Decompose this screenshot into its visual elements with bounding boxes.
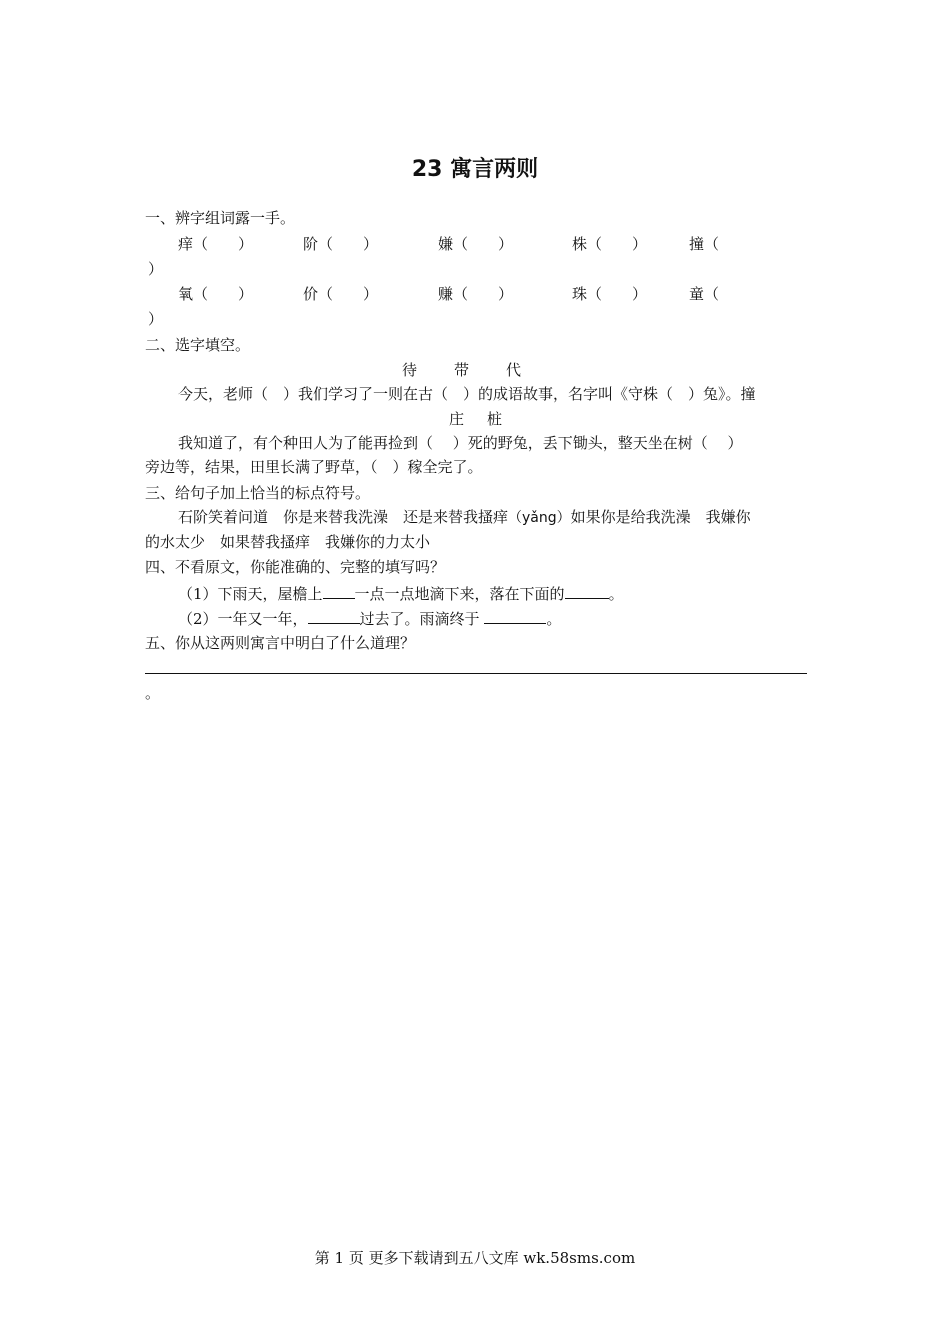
- q1-cell: 赚（ ）: [438, 285, 514, 303]
- q4-text: 一点一点地滴下来，落在下面的: [354, 585, 565, 603]
- q4-text: （1）下雨天，屋檐上: [178, 585, 323, 603]
- page-title: 23 寓言两则: [411, 157, 539, 182]
- pinyin-note: （yǎng）: [508, 510, 571, 526]
- answer-line[interactable]: [145, 673, 807, 674]
- q5-heading: 五、你从这两则寓言中明白了什么道理？: [145, 634, 416, 652]
- q4-item: [178, 607, 561, 629]
- q1-cell: 氧（ ）: [178, 285, 254, 303]
- q1-cell-tail: ）: [148, 260, 164, 278]
- blank[interactable]: [308, 607, 360, 624]
- q5-end: 。: [145, 684, 161, 702]
- q4-text: 。: [546, 610, 562, 628]
- q1-cell: 价（ ）: [303, 285, 379, 303]
- q3-heading: 三、给句子加上恰当的标点符号。: [145, 484, 371, 502]
- q1-cell: 株（ ）: [572, 235, 648, 253]
- q1-heading: 一、辨字组词露一手。: [145, 209, 296, 227]
- q4-heading: 四、不看原文，你能准确的、完整的填写吗？: [145, 558, 446, 576]
- q1-cell-tail: ）: [148, 310, 164, 328]
- q2-choice: 庄: [449, 410, 465, 428]
- q2-sentence: 今天，老师（ ）我们学习了一则在古（ ）的成语故事，名字叫《守株（ ）兔》。撞: [178, 385, 756, 403]
- q2-sentence: 旁边等，结果，田里长满了野草，（ ）稼全完了。: [145, 458, 483, 476]
- q2-choice: 待: [402, 361, 418, 379]
- q4-item: [178, 582, 624, 604]
- q3-line: 的水太少 如果替我搔痒 我嫌你的力太小: [145, 533, 431, 551]
- q3-text: 石阶笑着问道 你是来替我洗澡 还是来替我搔痒: [178, 508, 509, 526]
- q1-cell: 撞（: [689, 235, 720, 253]
- q2-choice: 带: [454, 361, 470, 379]
- q3-line: [178, 507, 751, 528]
- q1-cell: 珠（ ）: [572, 285, 648, 303]
- q3-text: 如果你是给我洗澡 我嫌你: [570, 508, 751, 526]
- blank[interactable]: [484, 607, 546, 624]
- q4-text: 过去了。雨滴终于: [359, 610, 480, 628]
- q4-text: 。: [608, 585, 624, 603]
- q4-text: （2）一年又一年，: [178, 610, 308, 628]
- q1-cell: 嫌（ ）: [438, 235, 514, 253]
- q1-cell: 阶（ ）: [303, 235, 379, 253]
- page-footer: 第 1 页 更多下载请到五八文库 wk.58sms.com: [314, 1249, 636, 1267]
- q1-cell: 童（: [689, 285, 720, 303]
- blank[interactable]: [565, 582, 609, 599]
- blank[interactable]: [323, 582, 355, 599]
- q2-choice: 代: [506, 361, 522, 379]
- q2-heading: 二、选字填空。: [145, 336, 251, 354]
- q1-cell: 痒（ ）: [178, 235, 254, 253]
- q2-choice: 桩: [487, 410, 503, 428]
- q2-sentence: 我知道了，有个种田人为了能再捡到（ ）死的野兔，丢下锄头，整天坐在树（ ）: [178, 434, 743, 452]
